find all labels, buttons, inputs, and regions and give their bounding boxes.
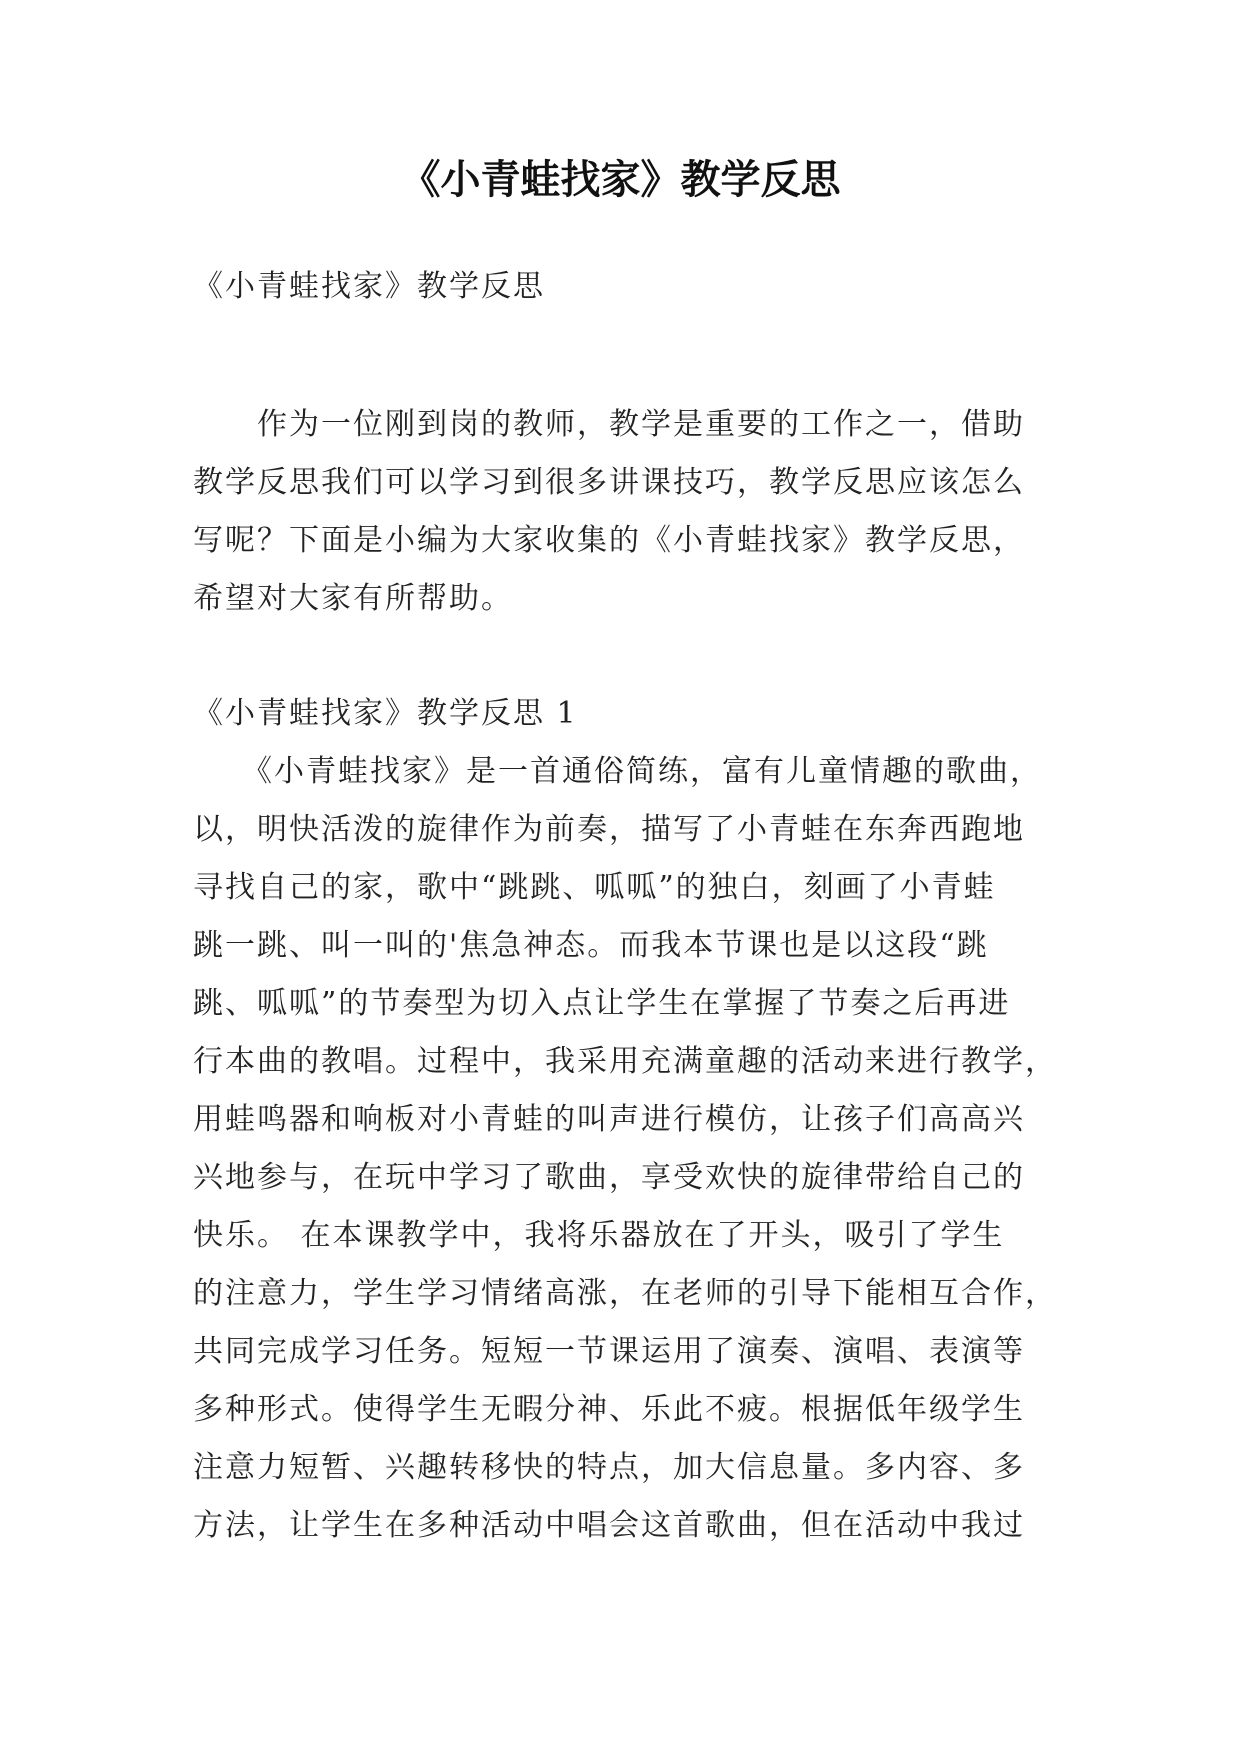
body-line: 多种形式。使得学生无暇分神、乐此不疲。根据低年级学生 — [193, 1392, 1025, 1427]
body-line: 的注意力，学生学习情绪高涨，在老师的引导下能相互合作， — [193, 1276, 1057, 1311]
section-heading: 《小青蛙找家》教学反思 1 — [193, 696, 578, 731]
body-line: 行本曲的教唱。过程中，我采用充满童趣的活动来进行教学， — [193, 1044, 1057, 1079]
body-line: 跳一跳、叫一叫的'焦急神态。而我本节课也是以这段“跳 — [193, 928, 989, 963]
body-line: 以，明快活泼的旋律作为前奏，描写了小青蛙在东奔西跑地 — [193, 812, 1025, 847]
body-line: 注意力短暂、兴趣转移快的特点，加大信息量。多内容、多 — [193, 1450, 1025, 1485]
body-line: 寻找自己的家，歌中“跳跳、呱呱”的独白，刻画了小青蛙 — [193, 870, 996, 905]
body-line: 共同完成学习任务。短短一节课运用了演奏、演唱、表演等 — [193, 1334, 1025, 1369]
intro-line: 希望对大家有所帮助。 — [193, 581, 513, 616]
body-line: 快乐。 在本课教学中，我将乐器放在了开头，吸引了学生 — [193, 1218, 1005, 1253]
body-line: 方法，让学生在多种活动中唱会这首歌曲，但在活动中我过 — [193, 1508, 1025, 1543]
body-line: 《小青蛙找家》是一首通俗简练，富有儿童情趣的歌曲， — [193, 754, 1042, 789]
body-line: 用蛙鸣器和响板对小青蛙的叫声进行模仿，让孩子们高高兴 — [193, 1102, 1025, 1137]
intro-line: 作为一位刚到岗的教师，教学是重要的工作之一，借助 — [193, 407, 1025, 442]
body-line: 跳、呱呱”的节奏型为切入点让学生在掌握了节奏之后再进 — [193, 986, 1011, 1021]
subtitle: 《小青蛙找家》教学反思 — [193, 269, 545, 304]
document-title: 《小青蛙找家》教学反思 — [400, 157, 841, 203]
intro-line: 教学反思我们可以学习到很多讲课技巧，教学反思应该怎么 — [193, 465, 1025, 500]
body-line: 兴地参与，在玩中学习了歌曲，享受欢快的旋律带给自己的 — [193, 1160, 1025, 1195]
intro-line: 写呢？下面是小编为大家收集的《小青蛙找家》教学反思， — [193, 523, 1025, 558]
